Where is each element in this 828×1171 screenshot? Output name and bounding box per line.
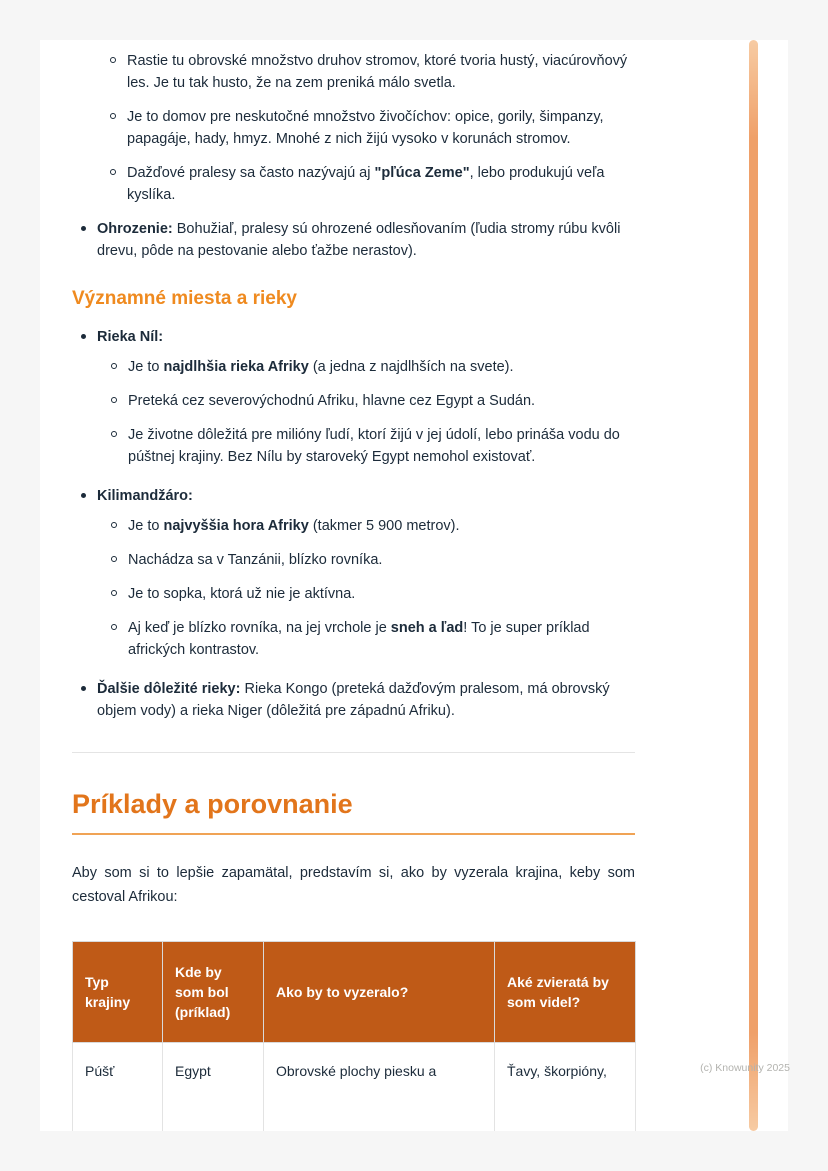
list-item	[103, 390, 635, 412]
threat-list	[72, 218, 635, 262]
list-item-text: Je životne dôležitá pre milióny ľudí, ktorí žijú v jej údolí, lebo prináša vodu do púštnej krajiny. Bez Nílu by staroveký Egypt nemohol existovať.	[128, 427, 620, 465]
table-header-type: Typ krajiny	[73, 942, 163, 1043]
list-item	[102, 106, 635, 150]
list-item-label: Rieka Níl:	[97, 329, 164, 345]
table-header-look: Ako by to vyzeralo?	[264, 942, 495, 1043]
kilimanjaro-sub-list	[103, 515, 635, 661]
table-header-where: Kde by som bol (príklad)	[163, 942, 264, 1043]
comparison-table	[72, 941, 636, 1131]
section-divider	[72, 752, 635, 753]
document-card	[40, 40, 788, 1131]
nile-sub-list	[103, 356, 635, 468]
table-header-animals: Aké zvieratá by som videl?	[495, 942, 636, 1043]
list-item	[103, 583, 635, 605]
section-heading-places: Významné miesta a rieky	[72, 288, 297, 309]
list-item-label: Kilimandžáro:	[97, 488, 193, 504]
list-item	[103, 424, 635, 468]
places-list	[72, 326, 635, 722]
list-item-text: Nachádza sa v Tanzánii, blízko rovníka.	[128, 552, 383, 568]
decorative-right-stripe	[749, 40, 758, 1131]
list-item-other-rivers	[72, 678, 635, 722]
list-item	[72, 218, 635, 262]
list-item-text: Ohrozenie: Bohužiaľ, pralesy sú ohrozené odlesňovaním (ľudia stromy rúbu kvôli drevu, pôde na pestovanie alebo ťažbe nerastov).	[97, 221, 621, 259]
table-header-row	[73, 942, 636, 1043]
section-heading-examples: Príklady a porovnanie	[72, 789, 635, 835]
table-cell: Ťavy, škorpióny,	[495, 1043, 636, 1132]
list-item-text: Je to domov pre neskutočné množstvo živočíchov: opice, gorily, šimpanzy, papagáje, hady, hmyz. Mnohé z nich žijú vysoko v korunách stromov.	[127, 109, 604, 147]
examples-intro-paragraph: Aby som si to lepšie zapamätal, predstavím si, ako by vyzerala krajina, keby som cestoval Afrikou:	[72, 865, 635, 905]
list-item	[103, 356, 635, 378]
list-item-text: Rastie tu obrovské množstvo druhov stromov, ktoré tvoria hustý, viacúrovňový les. Je tu tak husto, že na zem preniká málo svetla.	[127, 53, 628, 91]
list-item	[103, 549, 635, 571]
list-item-text: Preteká cez severovýchodnú Afriku, hlavne cez Egypt a Sudán.	[128, 393, 536, 409]
list-item-text: Je to najdlhšia rieka Afriky (a jedna z najdlhších na svete).	[128, 359, 514, 375]
list-item-text: Dažďové pralesy sa často nazývajú aj "pľúca Zeme", lebo produkujú veľa kyslíka.	[127, 165, 605, 203]
table-cell: Obrovské plochy piesku a	[264, 1043, 495, 1132]
list-item-kilimanjaro	[72, 485, 635, 661]
table-cell: Púšť	[73, 1043, 163, 1132]
list-item	[103, 617, 635, 661]
list-item	[102, 162, 635, 206]
rainforest-sub-list	[102, 50, 635, 206]
list-item-text: Je to sopka, ktorá už nie je aktívna.	[128, 586, 356, 602]
list-item-text: Aj keď je blízko rovníka, na jej vrchole je sneh a ľad! To je super príklad afrických kontrastov.	[128, 620, 590, 658]
table-row	[73, 1043, 636, 1132]
list-item-text: Ďalšie dôležité rieky: Rieka Kongo (preteká dažďovým pralesom, má obrovský objem vody) a rieka Niger (dôležitá pre západnú Afriku).	[97, 681, 610, 719]
list-item-text: Je to najvyššia hora Afriky (takmer 5 900 metrov).	[128, 518, 460, 534]
list-item-nile	[72, 326, 635, 468]
watermark: (c) Knowunity 2025	[700, 1062, 790, 1074]
list-item	[102, 50, 635, 94]
table-cell: Egypt	[163, 1043, 264, 1132]
list-item	[103, 515, 635, 537]
document-content	[40, 40, 788, 1131]
